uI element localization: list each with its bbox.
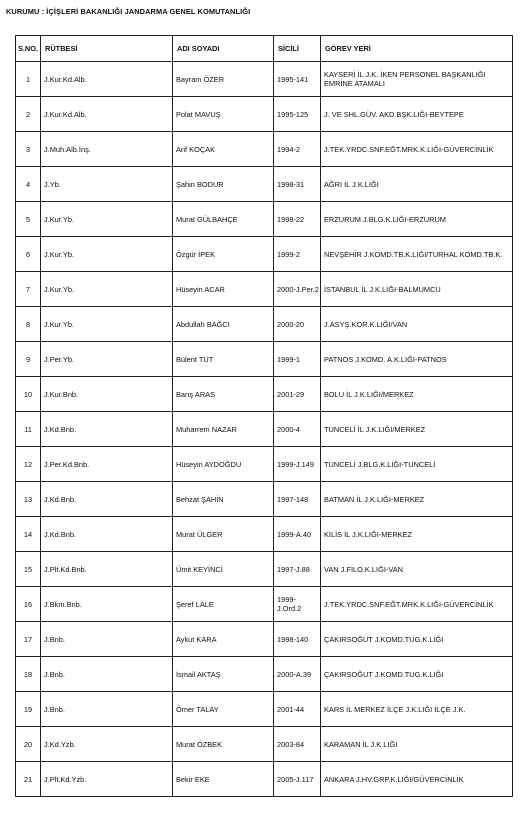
cell-gorev-yeri: ÇAKIRSOĞUT J.KOMD.TUG.K.LIĞI — [321, 622, 513, 657]
cell-sicil: 1999-J.149 — [274, 447, 321, 482]
cell-ad-soyad: Barış ARAS — [173, 377, 274, 412]
table-row — [16, 447, 513, 482]
table-row — [16, 622, 513, 657]
table-row — [16, 272, 513, 307]
table-row — [16, 62, 513, 97]
column-header-sicil: SİCİLİ — [274, 36, 321, 62]
cell-sicil: 1995-141 — [274, 62, 321, 97]
cell-rutbe: J.Bnb. — [41, 692, 173, 727]
cell-sno: 20 — [16, 727, 41, 762]
table-header-row — [16, 36, 513, 62]
cell-sno: 7 — [16, 272, 41, 307]
cell-sicil: 1998-31 — [274, 167, 321, 202]
cell-sno: 19 — [16, 692, 41, 727]
column-header-gorev-yeri: GÖREV YERİ — [321, 36, 513, 62]
cell-sno: 6 — [16, 237, 41, 272]
cell-gorev-yeri: KAYSERİ İL J.K. İKEN PERSONEL BAŞKANLIĞI EMRİNE ATAMALI — [321, 62, 513, 97]
cell-gorev-yeri: J.TEK.YRDC.SNF.EĞT.MRK.K.LIĞI-GÜVERCİNLİK — [321, 132, 513, 167]
cell-sicil: 1999-A.40 — [274, 517, 321, 552]
cell-rutbe: J.Kd.Bnb. — [41, 412, 173, 447]
cell-gorev-yeri: AĞRI İL J.K.LIĞI — [321, 167, 513, 202]
cell-ad-soyad: İsmail AKTAŞ — [173, 657, 274, 692]
cell-rutbe: J.Plt.Kd.Yzb. — [41, 762, 173, 797]
cell-gorev-yeri: İSTANBUL İL J.K.LIĞI-BALMUMCU — [321, 272, 513, 307]
cell-sno: 16 — [16, 587, 41, 622]
cell-sno: 18 — [16, 657, 41, 692]
cell-sicil: 1999-1 — [274, 342, 321, 377]
cell-ad-soyad: Bülent TUT — [173, 342, 274, 377]
cell-sno: 2 — [16, 97, 41, 132]
table-row — [16, 202, 513, 237]
cell-gorev-yeri: ÇAKIRSOĞUT J.KOMD.TUG.K.LIĞI — [321, 657, 513, 692]
cell-rutbe: J.Kur.Yb. — [41, 307, 173, 342]
table-row — [16, 587, 513, 622]
table-row — [16, 237, 513, 272]
cell-rutbe: J.Kd.Yzb. — [41, 727, 173, 762]
table-row — [16, 762, 513, 797]
table-row — [16, 167, 513, 202]
cell-sicil: 1998-140 — [274, 622, 321, 657]
cell-gorev-yeri: BATMAN İL J.K.LIĞI-MERKEZ — [321, 482, 513, 517]
cell-sicil: 1999-J.Ord.2 — [274, 587, 321, 622]
cell-sno: 13 — [16, 482, 41, 517]
cell-rutbe: J.Kur.Kd.Alb. — [41, 62, 173, 97]
cell-sicil: 2000-20 — [274, 307, 321, 342]
cell-rutbe: J.Bnb. — [41, 657, 173, 692]
table-row — [16, 552, 513, 587]
cell-gorev-yeri: BOLU İL J.K.LIĞI/MERKEZ — [321, 377, 513, 412]
cell-rutbe: J.Kur.Kd.Alb. — [41, 97, 173, 132]
cell-ad-soyad: Ümit KEYİNCİ — [173, 552, 274, 587]
cell-sicil: 1995-125 — [274, 97, 321, 132]
cell-gorev-yeri: KARAMAN İL J.K.LIĞI — [321, 727, 513, 762]
table-row — [16, 132, 513, 167]
cell-sno: 9 — [16, 342, 41, 377]
cell-ad-soyad: Hüseyin AYDOĞDU — [173, 447, 274, 482]
cell-sicil: 2001-29 — [274, 377, 321, 412]
document-header: KURUMU : İÇİŞLERİ BAKANLIĞI JANDARMA GENEL KOMUTANLIĞI — [6, 7, 251, 16]
cell-gorev-yeri: ERZURUM J.BLG.K.LIĞI-ERZURUM — [321, 202, 513, 237]
cell-rutbe: J.Plt.Kd.Bnb. — [41, 552, 173, 587]
cell-ad-soyad: Aykut KARA — [173, 622, 274, 657]
cell-sicil: 2000-A.39 — [274, 657, 321, 692]
cell-ad-soyad: Arif KOÇAK — [173, 132, 274, 167]
cell-ad-soyad: Abdullah BAĞCI — [173, 307, 274, 342]
cell-ad-soyad: Murat ÜLGER — [173, 517, 274, 552]
cell-rutbe: J.Kd.Bnb. — [41, 517, 173, 552]
cell-rutbe: J.Per.Yb. — [41, 342, 173, 377]
cell-rutbe: J.Bkm.Bnb. — [41, 587, 173, 622]
table-row — [16, 377, 513, 412]
cell-rutbe: J.Bnb. — [41, 622, 173, 657]
column-header-ad-soyad: ADI SOYADI — [173, 36, 274, 62]
cell-sno: 3 — [16, 132, 41, 167]
cell-ad-soyad: Özgür İPEK — [173, 237, 274, 272]
table-row — [16, 342, 513, 377]
personnel-table — [15, 35, 513, 797]
cell-gorev-yeri: KARS İL MERKEZ İLÇE J.K.LIĞI İLÇE J.K. — [321, 692, 513, 727]
table-row — [16, 727, 513, 762]
cell-ad-soyad: Ömer TALAY — [173, 692, 274, 727]
table-row — [16, 482, 513, 517]
cell-sicil: 1999-2 — [274, 237, 321, 272]
cell-rutbe: J.Kur.Yb. — [41, 237, 173, 272]
cell-sno: 10 — [16, 377, 41, 412]
cell-sicil: 1994-2 — [274, 132, 321, 167]
cell-ad-soyad: Hüseyin ACAR — [173, 272, 274, 307]
cell-rutbe: J.Kur.Bnb. — [41, 377, 173, 412]
cell-sno: 11 — [16, 412, 41, 447]
cell-sno: 17 — [16, 622, 41, 657]
cell-sno: 1 — [16, 62, 41, 97]
cell-rutbe: J.Kur.Yb. — [41, 272, 173, 307]
cell-sicil: 2005-J.117 — [274, 762, 321, 797]
cell-ad-soyad: Murat ÖZBEK — [173, 727, 274, 762]
cell-sno: 15 — [16, 552, 41, 587]
cell-gorev-yeri: J.ASYŞ.KOR.K.LIĞI/VAN — [321, 307, 513, 342]
table-row — [16, 657, 513, 692]
cell-sicil: 1998-22 — [274, 202, 321, 237]
cell-gorev-yeri: J. VE SHL.GÜV. AKD.BŞK.LIĞI-BEYTEPE — [321, 97, 513, 132]
cell-sno: 14 — [16, 517, 41, 552]
cell-gorev-yeri: KİLİS İL J.K.LIĞI-MERKEZ — [321, 517, 513, 552]
cell-gorev-yeri: VAN J.FİLO.K.LIĞI-VAN — [321, 552, 513, 587]
table-row — [16, 97, 513, 132]
cell-ad-soyad: Muharrem NAZAR — [173, 412, 274, 447]
cell-sicil: 2001-44 — [274, 692, 321, 727]
cell-ad-soyad: Behzat ŞAHİN — [173, 482, 274, 517]
cell-sicil: 1997-148 — [274, 482, 321, 517]
cell-rutbe: J.Kur.Yb. — [41, 202, 173, 237]
cell-sno: 21 — [16, 762, 41, 797]
cell-sicil: 1997-J.88 — [274, 552, 321, 587]
cell-rutbe: J.Yb. — [41, 167, 173, 202]
cell-gorev-yeri: ANKARA J.HV.GRP.K.LIĞI/GÜVERCİNLİK — [321, 762, 513, 797]
cell-gorev-yeri: NEVŞEHİR J.KOMD.TB.K.LIĞI/TURHAL KOMD.TB.K. — [321, 237, 513, 272]
cell-gorev-yeri: PATNOS J.KOMD. A.K.LIĞI-PATNOS — [321, 342, 513, 377]
cell-sicil: 2000-J.Per.2 — [274, 272, 321, 307]
table-row — [16, 307, 513, 342]
table-row — [16, 692, 513, 727]
table-row — [16, 517, 513, 552]
cell-sicil: 2003-84 — [274, 727, 321, 762]
cell-gorev-yeri: J.TEK.YRDC.SNF.EĞT.MRK.K.LIĞI-GÜVERCİNLİK — [321, 587, 513, 622]
cell-ad-soyad: Bekir EKE — [173, 762, 274, 797]
cell-sicil: 2000-4 — [274, 412, 321, 447]
cell-rutbe: J.Kd.Bnb. — [41, 482, 173, 517]
cell-rutbe: J.Per.Kd.Bnb. — [41, 447, 173, 482]
cell-sno: 12 — [16, 447, 41, 482]
cell-ad-soyad: Bayram ÖZER — [173, 62, 274, 97]
cell-rutbe: J.Muh.Alb.İnş. — [41, 132, 173, 167]
column-header-rutbe: RÜTBESİ — [41, 36, 173, 62]
cell-sno: 5 — [16, 202, 41, 237]
cell-sno: 4 — [16, 167, 41, 202]
cell-ad-soyad: Polat MAVUŞ — [173, 97, 274, 132]
cell-ad-soyad: Şahin BODUR — [173, 167, 274, 202]
column-header-sno: S.NO. — [16, 36, 41, 62]
cell-ad-soyad: Murat GÜLBAHÇE — [173, 202, 274, 237]
table-row — [16, 412, 513, 447]
cell-gorev-yeri: TUNCELİ J.BLG.K.LIĞI-TUNCELİ — [321, 447, 513, 482]
cell-sno: 8 — [16, 307, 41, 342]
cell-gorev-yeri: TUNCELİ İL J.K.LIĞI/MERKEZ — [321, 412, 513, 447]
cell-ad-soyad: Şeref LALE — [173, 587, 274, 622]
